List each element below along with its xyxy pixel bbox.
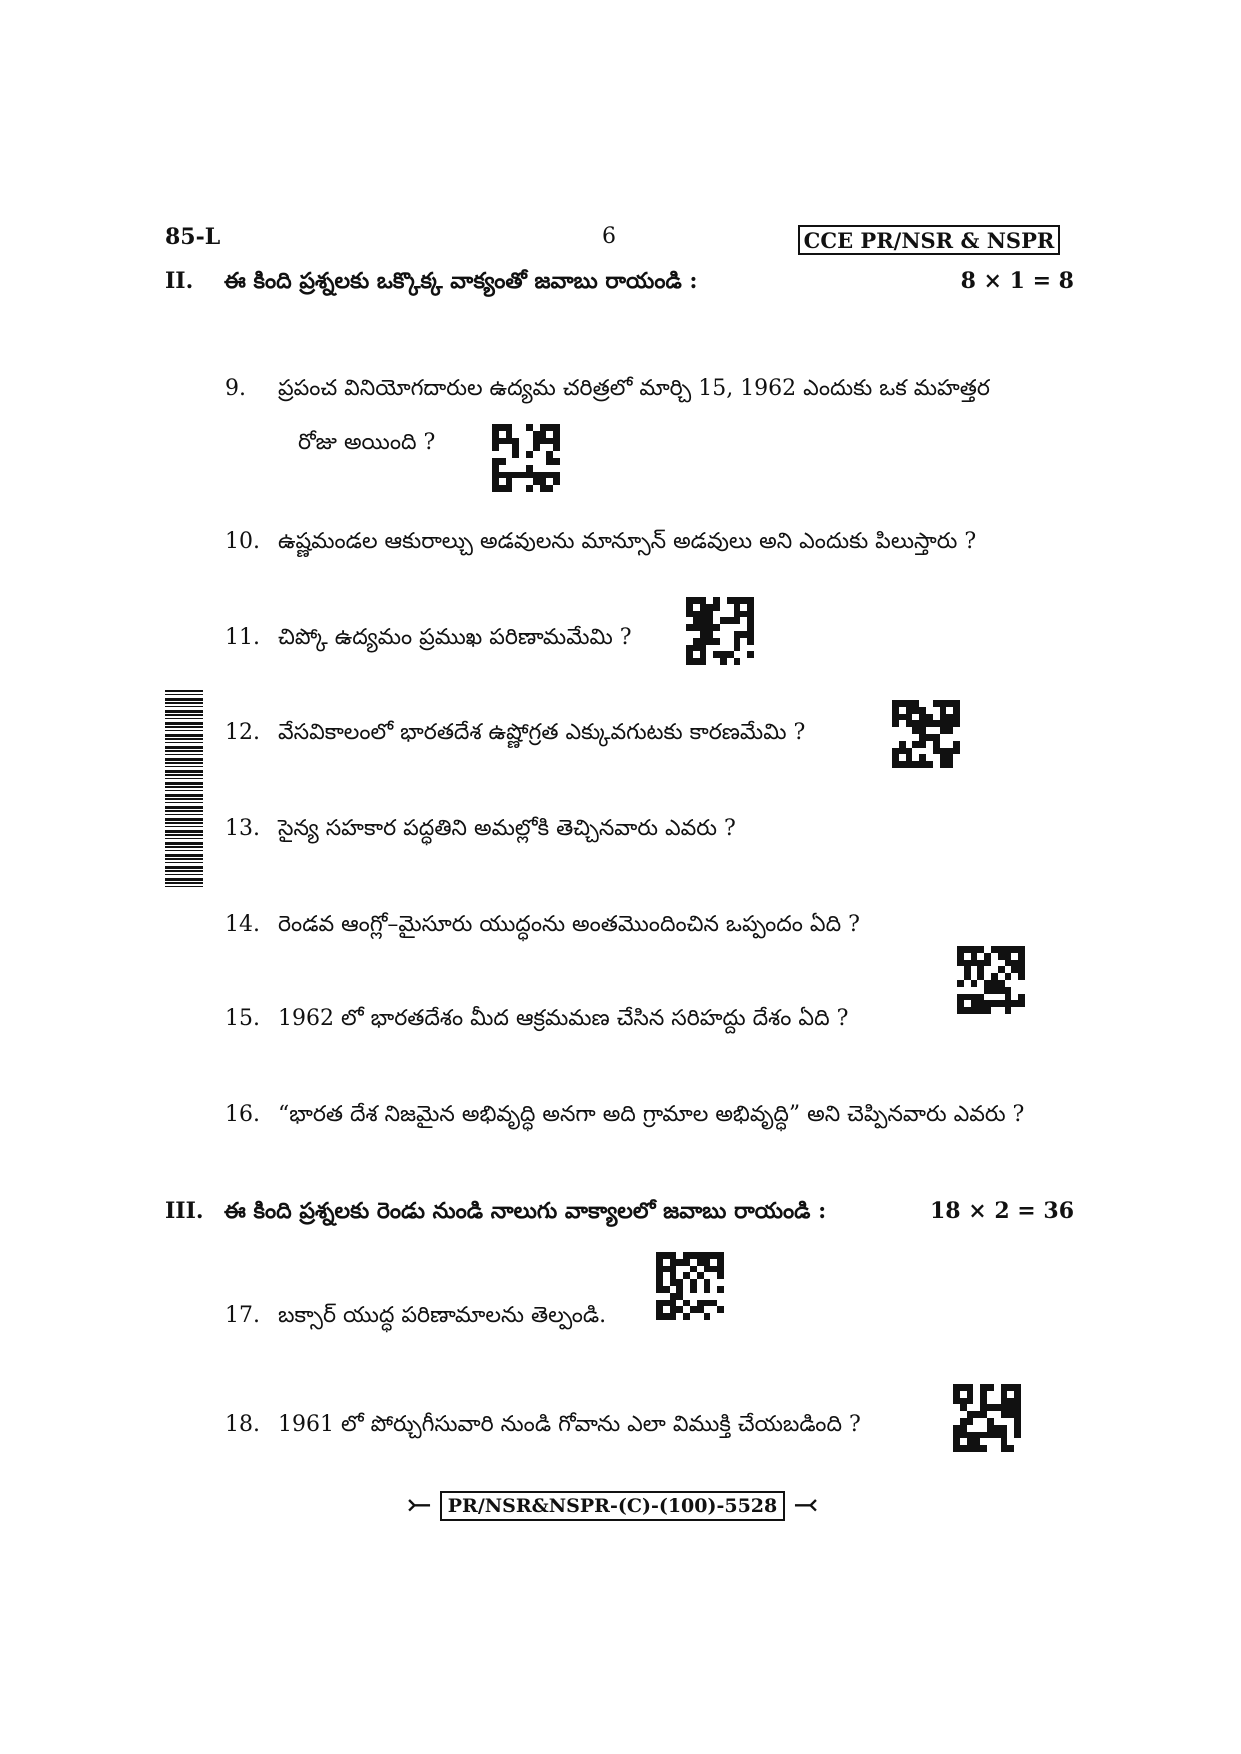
footer-code: PR/NSR&NSPR-(C)-(100)-5528 xyxy=(440,1491,786,1521)
section-2-title: ఈ కింది ప్రశ్నలకు ఒక్కొక్క వాక్యంతో జవాబు రాయండి : xyxy=(224,268,698,294)
question-number: 12. xyxy=(225,720,260,745)
question-number: 15. xyxy=(225,1006,260,1031)
question-text-continued: రోజు అయింది ? xyxy=(298,430,436,455)
question-text: 1962 లో భారతదేశం మీద ఆక్రమమణ చేసిన సరిహద్దు దేశం ఏది ? xyxy=(278,1006,849,1031)
section-3-title: ఈ కింది ప్రశ్నలకు రెండు నుండి నాలుగు వాక్యాలలో జవాబు రాయండి : xyxy=(224,1198,827,1224)
question-text: బక్సార్ యుద్ధ పరిణామాలను తెల్పండి. xyxy=(278,1303,607,1328)
right-arrow-icon: ⤙ xyxy=(793,1488,819,1523)
paper-code: 85-L xyxy=(165,224,221,250)
section-3-number: III. xyxy=(165,1198,204,1224)
section-3-marks: 18 × 2 = 36 xyxy=(929,1198,1074,1224)
left-arrow-icon: ⤚ xyxy=(406,1488,432,1523)
qr-code-icon xyxy=(686,597,754,665)
question-text: “భారత దేశ నిజమైన అభివృద్ధి అనగా అది గ్రామాల అభివృద్ధి” అని చెప్పినవారు ఎవరు ? xyxy=(278,1102,1025,1127)
question-number: 14. xyxy=(225,912,260,937)
footer xyxy=(385,1489,840,1523)
barcode-icon xyxy=(165,690,203,888)
qr-code-icon xyxy=(656,1252,724,1320)
question-number: 16. xyxy=(225,1102,260,1127)
question-text: ఉష్ణమండల ఆకురాల్చు అడవులను మాన్సూన్ అడవులు అని ఎందుకు పిలుస్తారు ? xyxy=(278,529,977,554)
question-text: సైన్య సహకార పద్ధతిని అమల్లోకి తెచ్చినవారు ఎవరు ? xyxy=(278,816,736,841)
page-number: 6 xyxy=(602,224,616,249)
question-number: 18. xyxy=(225,1412,260,1437)
question-number: 9. xyxy=(225,376,246,401)
question-number: 10. xyxy=(225,529,260,554)
question-text: రెండవ ఆంగ్లో–మైసూరు యుద్ధంను అంతమొందించిన ఒప్పందం ఏది ? xyxy=(278,912,860,937)
qr-code-icon xyxy=(957,946,1025,1014)
question-text: చిప్కో ఉద్యమం ప్రముఖ పరిణామమేమి ? xyxy=(278,625,632,650)
exam-title-box: CCE PR/NSR & NSPR xyxy=(798,225,1060,255)
section-2-number: II. xyxy=(165,268,194,294)
question-number: 11. xyxy=(225,625,260,650)
qr-code-icon xyxy=(492,424,560,492)
question-number: 13. xyxy=(225,816,260,841)
question-number: 17. xyxy=(225,1303,260,1328)
qr-code-icon xyxy=(892,700,960,768)
question-text: 1961 లో పోర్చుగీసువారి నుండి గోవాను ఎలా విముక్తి చేయబడింది ? xyxy=(278,1412,861,1437)
question-text: వేసవికాలంలో భారతదేశ ఉష్ణోగ్రత ఎక్కువగుటకు కారణమేమి ? xyxy=(278,720,806,745)
question-text: ప్రపంచ వినియోగదారుల ఉద్యమ చరిత్రలో మార్చి 15, 1962 ఎందుకు ఒక మహత్తర xyxy=(278,376,990,401)
qr-code-icon xyxy=(953,1384,1021,1452)
section-2-marks: 8 × 1 = 8 xyxy=(960,268,1074,294)
